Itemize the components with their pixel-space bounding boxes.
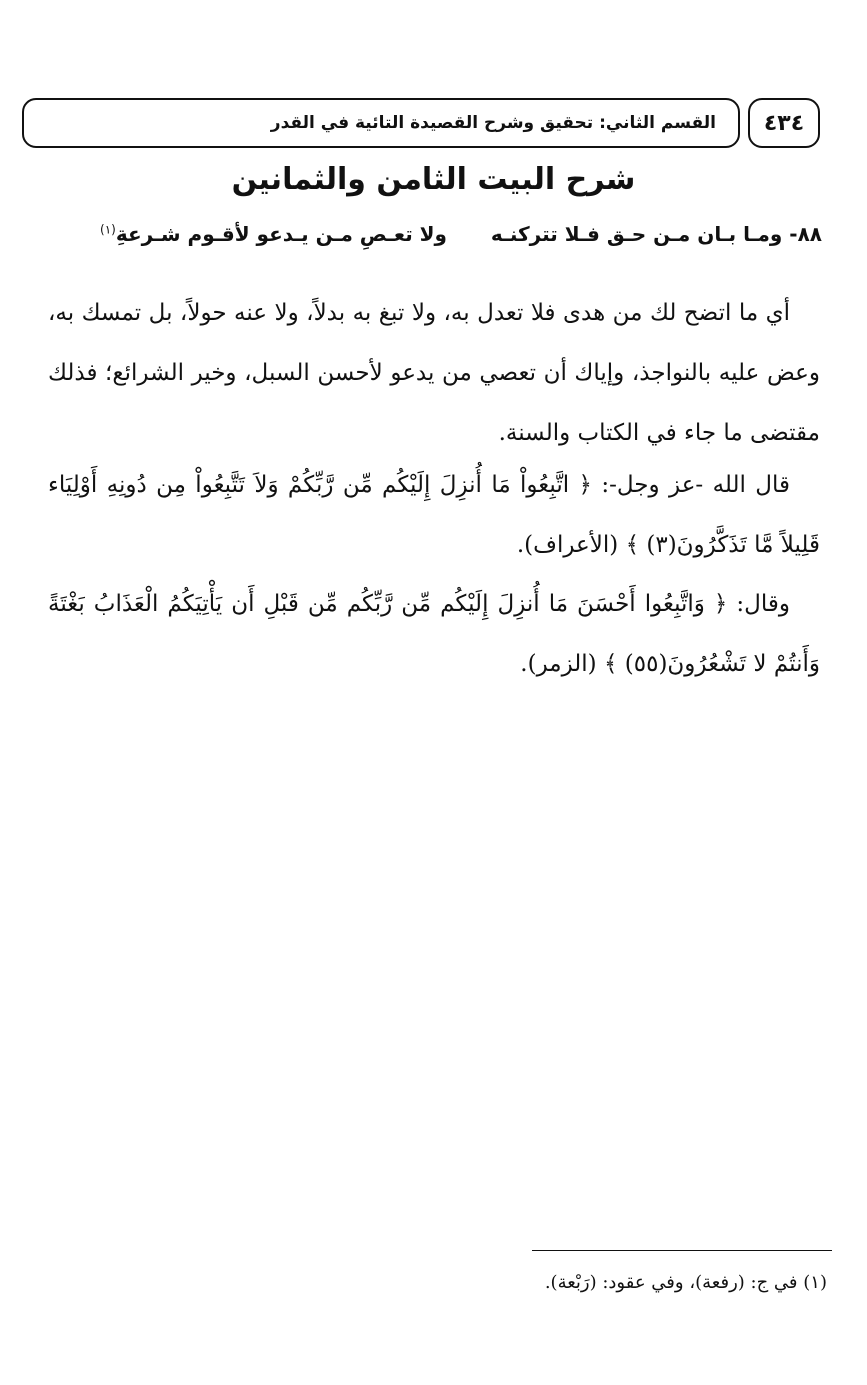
verse-first-text: ٨٨- ومـا بـان مـن حـق فـلا تتركنـه (490, 222, 822, 246)
verse-second-hemistich (100, 222, 447, 246)
quran-citation-zumar: وقال: ﴿ وَاتَّبِعُوا أَحْسَنَ مَا أُنزِلَ إِلَيْكُم مِّن رَّبِّكُم مِّن قَبْلِ أَن يَأْتِيَكُمُ الْعَذَابُ بَغْتَةً وَأَنتُمْ لا تَشْعُرُونَ(٥٥) ﴾ (الزمر). (48, 591, 820, 677)
footnote: (١) في ج: (رفعة)، وفي عقود: (رَبْعة). (544, 1272, 827, 1293)
verse-first-hemistich (491, 222, 822, 246)
running-title: القسم الثاني: تحقيق وشرح القصيدة التائية في القدر (270, 113, 716, 133)
footnote-divider (532, 1250, 832, 1251)
commentary-paragraph: أي ما اتضح لك من هدى فلا تعدل به، ولا تبغ به بدلاً، ولا عنه حولاً، بل تمسك به، وعض عليه بالنواجذ، وإياك أن تعصي من يدعو لأحسن السبل، وخير الشرائع؛ فذلك مقتضى ما جاء في الكتاب والسنة. (48, 300, 820, 446)
footnote-marker: (١) (100, 222, 116, 237)
section-title: شرح البيت الثامن والثمانين (231, 162, 636, 197)
verse-second-text: ولا تعـصِ مـن يـدعو لأقـوم شـرعةِ (115, 222, 447, 246)
page-number: ٤٣٤ (748, 98, 820, 148)
running-header (22, 98, 740, 148)
quran-citation-araf: قال الله -عز وجل-: ﴿ اتَّبِعُواْ مَا أُنزِلَ إِلَيْكُم مِّن رَّبِّكُمْ وَلاَ تَتَّبِعُواْ مِن دُونِهِ أَوْلِيَاء قَلِيلاً مَّا تَذَكَّرُونَ(٣) ﴾ (الأعراف). (48, 472, 820, 558)
